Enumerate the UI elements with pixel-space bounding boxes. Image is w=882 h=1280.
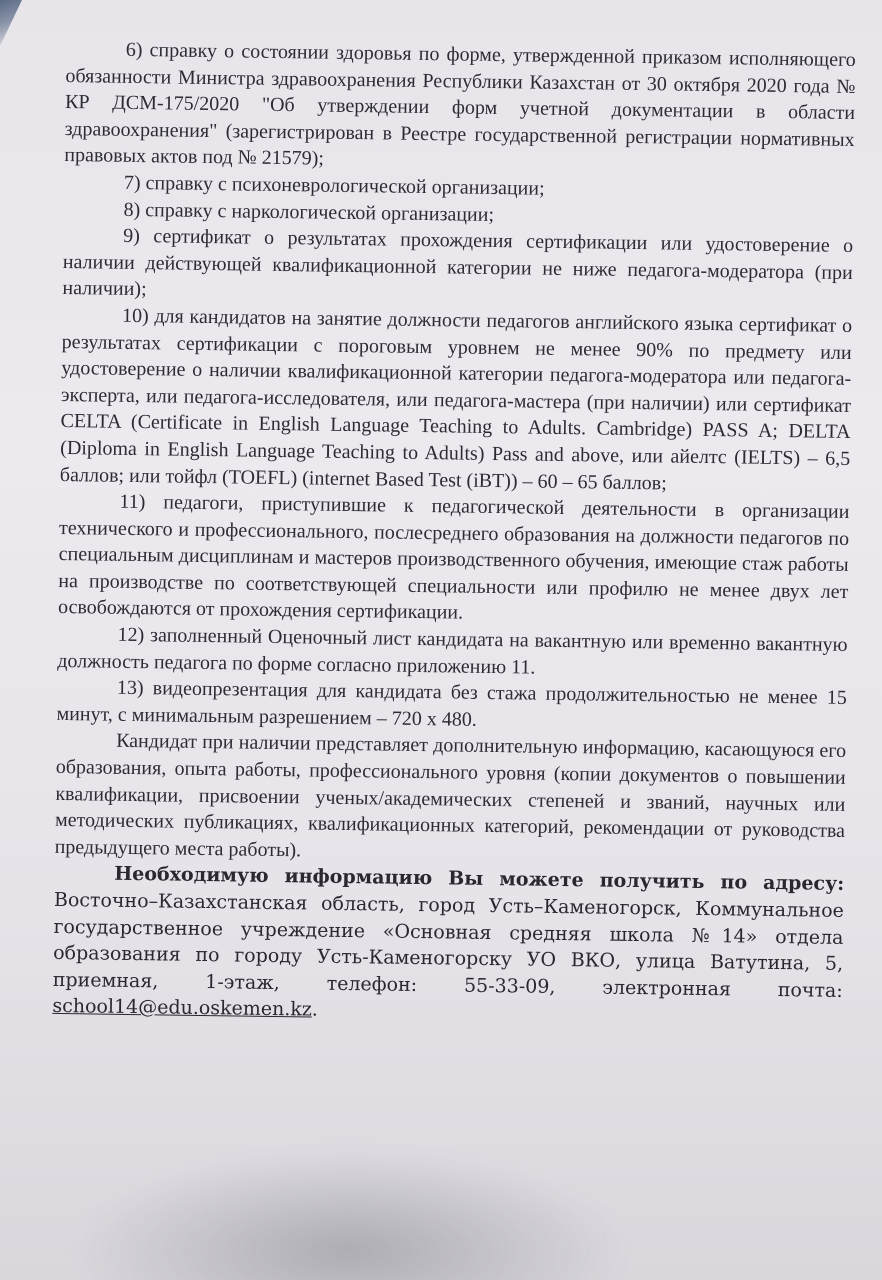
contact-email-link[interactable]: school14@edu.oskemen.kz [52, 995, 313, 1021]
contact-lead: Необходимую информацию Вы можете получить по адресу: [114, 863, 845, 896]
page-corner-edge [0, 0, 22, 46]
item-9-certificate: 9) сертификат о результатах прохождения сертификации или удостоверение о наличии действующей квалификационной категории не ниже педагога-модератора (при наличии); [62, 224, 854, 301]
contact-end: . [311, 998, 319, 1021]
contact-paragraph [52, 860, 844, 1031]
item-7-psychoneurological: 7) справку с психоневрологической организации; [123, 171, 545, 200]
item-13-video-presentation: 13) видеопрезентация для кандидата без стажа продолжительностью не менее 15 минут, с минимальным разрешением – 720 х 480. [56, 677, 847, 731]
item-12-evaluation-sheet: 12) заполненный Оценочный лист кандидата на вакантную или временно вакантную должность педагога по форме согласно приложению 11. [57, 623, 848, 679]
item-11-exemption: 11) педагоги, приступившие к педагогической деятельности в организации технического и профессионального, послесреднего образования на должности педагогов по специальным дисциплинам и мастеров производственного обучения, имеющие стаж работы на производстве по соответствующей специальности или профилю не менее двух лет освобождаются от прохождения сертификации. [57, 490, 850, 625]
item-8-narcological: 8) справку с наркологической организации; [123, 198, 495, 226]
photo-shadow [70, 1150, 630, 1280]
item-6-health-certificate: 6) справку о состоянии здоровья по форме, утвержденной приказом исполняющего обязанности Министра здравоохранения Республики Казахстан от 30 октября 2020 года № КР ДСМ-175/2020 "Об утверждении форм учетной документации в области здравоохранения" (зарегистрирован в Реестре государственной регистрации нормативных правовых актов под № 21579); [64, 38, 856, 170]
contact-address: Восточно–Казахстанская область, город Усть–Каменогорск, Коммунальное государственное учреждение «Основная средняя школа №14» отдела образования по городу Усть-Каменогорску УО ВКО, улица Ватутина, 5, приемная, 1-этаж, телефон: 55-33-09, электронная почта: [52, 888, 845, 1002]
item-10-english-teachers: 10) для кандидатов на занятие должности педагогов английского языка сертификат о результатах сертификации с пороговым уровнем не менее 90% по предмету или удостоверение о наличии квалификационной категории педагога-модератора или педагога-эксперта, или педагога-исследователя, или педагога-мастера (при наличии) или сертификат CELTA (Certificate in English Language Teaching to Adults. Cambridge) PASS A; DELTA (Diploma in English Language Teaching to Adults) Pass and above, или айелтс (IELTS) – 6,5 баллов; или тойфл (TOEFL) (internet Based Test (iBT)) – 60 – 65 баллов; [59, 304, 853, 494]
additional-info-paragraph: Кандидат при наличии представляет дополнительную информацию, касающуюся его образования, опыта работы, профессионального уровня (копии документов о повышении квалификации, присвоении ученых/академических степеней и званий, научных или методических публикациях, квалификационных категорий, рекомендации от руководства предыдущего места работы). [54, 730, 847, 862]
document-text [52, 36, 856, 1031]
